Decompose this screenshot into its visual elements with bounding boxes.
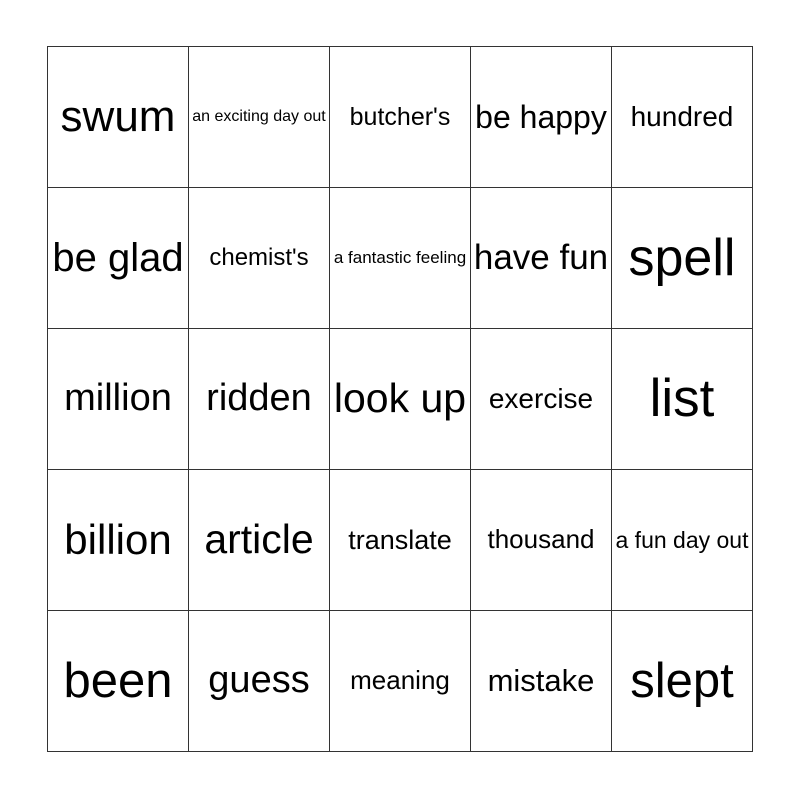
- cell-text: be glad: [52, 236, 184, 280]
- bingo-cell[interactable]: [612, 188, 753, 329]
- bingo-board: [47, 46, 753, 752]
- cell-text: article: [204, 516, 314, 563]
- bingo-cell[interactable]: [612, 329, 753, 470]
- cell-text: a fantastic feeling: [333, 247, 467, 267]
- bingo-cell[interactable]: [612, 470, 753, 611]
- bingo-cell[interactable]: [48, 611, 189, 752]
- bingo-cell[interactable]: [48, 188, 189, 329]
- bingo-cell[interactable]: [471, 47, 612, 188]
- cell-text: meaning: [350, 665, 450, 696]
- bingo-cell[interactable]: [330, 470, 471, 611]
- cell-text: butcher's: [349, 103, 451, 131]
- cell-text: have fun: [473, 237, 609, 277]
- cell-text: an exciting day out: [192, 107, 326, 125]
- bingo-cell[interactable]: [189, 329, 330, 470]
- cell-text: thousand: [487, 524, 595, 555]
- bingo-cell[interactable]: [48, 470, 189, 611]
- cell-text: million: [64, 377, 172, 420]
- cell-text: hundred: [630, 101, 734, 133]
- bingo-cell[interactable]: [189, 47, 330, 188]
- cell-text: look up: [333, 375, 467, 422]
- cell-text: exercise: [488, 383, 594, 415]
- bingo-cell[interactable]: [471, 188, 612, 329]
- bingo-cell[interactable]: [48, 329, 189, 470]
- bingo-cell[interactable]: [48, 47, 189, 188]
- cell-text: be happy: [475, 98, 607, 135]
- cell-text: swum: [60, 91, 176, 141]
- bingo-cell[interactable]: [330, 611, 471, 752]
- cell-text: translate: [348, 524, 452, 555]
- bingo-cell[interactable]: [471, 329, 612, 470]
- cell-text: list: [649, 369, 715, 429]
- cell-text: slept: [630, 653, 734, 708]
- bingo-cell[interactable]: [189, 470, 330, 611]
- bingo-cell[interactable]: [612, 47, 753, 188]
- bingo-cell[interactable]: [330, 47, 471, 188]
- cell-text: a fun day out: [615, 526, 749, 553]
- bingo-cell[interactable]: [330, 329, 471, 470]
- bingo-cell[interactable]: [612, 611, 753, 752]
- bingo-cell[interactable]: [189, 611, 330, 752]
- bingo-cell[interactable]: [471, 611, 612, 752]
- cell-text: ridden: [206, 377, 312, 420]
- bingo-cell[interactable]: [471, 470, 612, 611]
- cell-text: mistake: [487, 663, 595, 699]
- cell-text: guess: [208, 659, 310, 702]
- cell-text: been: [63, 653, 173, 708]
- cell-text: spell: [628, 228, 736, 287]
- bingo-cell[interactable]: [330, 188, 471, 329]
- cell-text: billion: [64, 515, 172, 563]
- bingo-cell[interactable]: [189, 188, 330, 329]
- cell-text: chemist's: [209, 243, 309, 271]
